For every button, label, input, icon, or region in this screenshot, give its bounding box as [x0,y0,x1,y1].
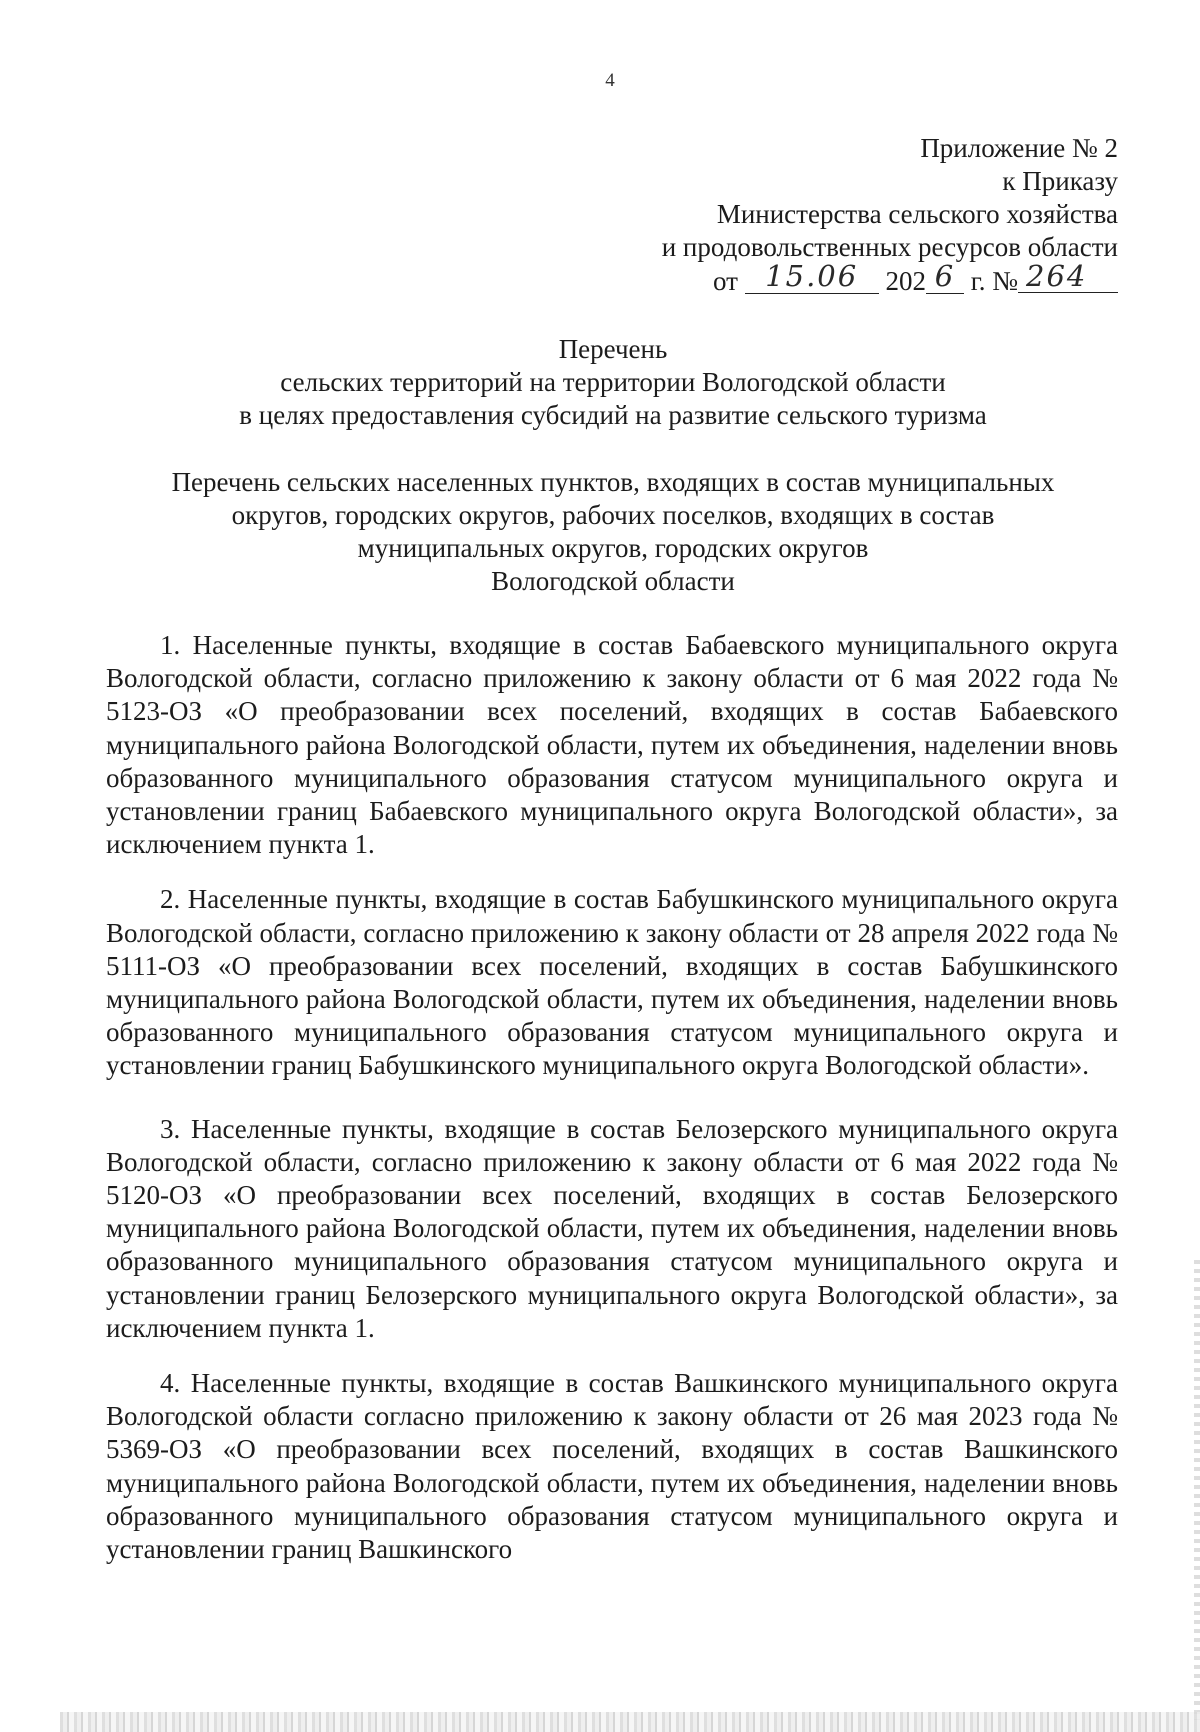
list-item: 2. Населенные пункты, входящие в состав Бабушкинского муниципального округа Вологодской области, согласно приложению к закону области от 28 апреля 2022 года № 5111-ОЗ «О преобразовании всех поселений, входящих в состав Бабушкинского муниципального района Вологодской области, путем их объединения, наделении вновь образованного муниципального образования статусом муниципального округа и установлении границ Бабушкинского муниципального округа Вологодской области». [106,884,1118,1081]
subtitle-line-2: округов, городских округов, рабочих поселков, входящих в состав [231,500,995,530]
year-field [926,259,964,294]
list-item: 4. Населенные пункты, входящие в состав Вашкинского муниципального округа Вологодской области согласно приложению к закону области от 26 мая 2023 года № 5369-ОЗ «О преобразовании всех поселений, входящих в состав Вашкинского муниципального района Вологодской области, путем их объединения, наделении вновь образованного муниципального образования статусом муниципального округа и установлении границ Вашкинского [106,1368,1118,1565]
date-field [745,259,879,294]
page-number: 4 [605,70,615,91]
appendix-order-ref: к Приказу [1002,166,1118,196]
subtitle-line-3: муниципальных округов, городских округов [357,533,869,563]
title-line-1: Перечень [558,334,668,364]
document-subtitle [0,466,1200,598]
handwritten-year: 6 [934,259,956,293]
from-label: от [713,266,738,296]
handwritten-order-number: 264 [1026,259,1088,293]
list-item: 1. Населенные пункты, входящие в состав Бабаевского муниципального округа Вологодской области, согласно приложению к закону области от 6 мая 2022 года № 5123-ОЗ «О преобразовании всех поселений, входящих в состав Бабаевского муниципального района Вологодской области, путем их объединения, наделении вновь образованного муниципального образования статусом муниципального округа и установлении границ Бабаевского муниципального округа Вологодской области», за исключением пункта 1. [106,630,1118,860]
appendix-ministry-cont: и продовольственных ресурсов области [661,232,1118,262]
order-number-field [1018,259,1118,293]
scan-artifact-right-edge [1194,1260,1200,1720]
year-suffix-number-label: г. № [970,266,1018,296]
title-line-2: сельских территорий на территории Вологодской области [280,367,946,397]
handwritten-date: 15.06 [765,259,859,293]
subtitle-line-1: Перечень сельских населенных пунктов, входящих в состав муниципальных [171,467,1055,497]
scan-artifact-bottom-edge [60,1712,1200,1732]
settlements-list [106,629,1118,1588]
subtitle-line-4: Вологодской области [491,566,735,596]
appendix-ministry: Министерства сельского хозяйства [716,199,1118,229]
title-line-3: в целях предоставления субсидий на развитие сельского туризма [239,400,987,430]
appendix-header [662,132,1118,298]
order-date-line [662,259,1118,298]
document-title [0,333,1200,432]
list-item: 3. Населенные пункты, входящие в состав Белозерского муниципального округа Вологодской области, согласно приложению к закону области от 6 мая 2022 года № 5120-ОЗ «О преобразовании всех поселений, входящих в состав Белозерского муниципального района Вологодской области, путем их объединения, наделении вновь образованного муниципального образования статусом муниципального округа и установлении границ Белозерского муниципального округа Вологодской области», за исключением пункта 1. [106,1113,1118,1343]
year-prefix: 202 [885,266,926,296]
appendix-title: Приложение № 2 [920,133,1118,163]
